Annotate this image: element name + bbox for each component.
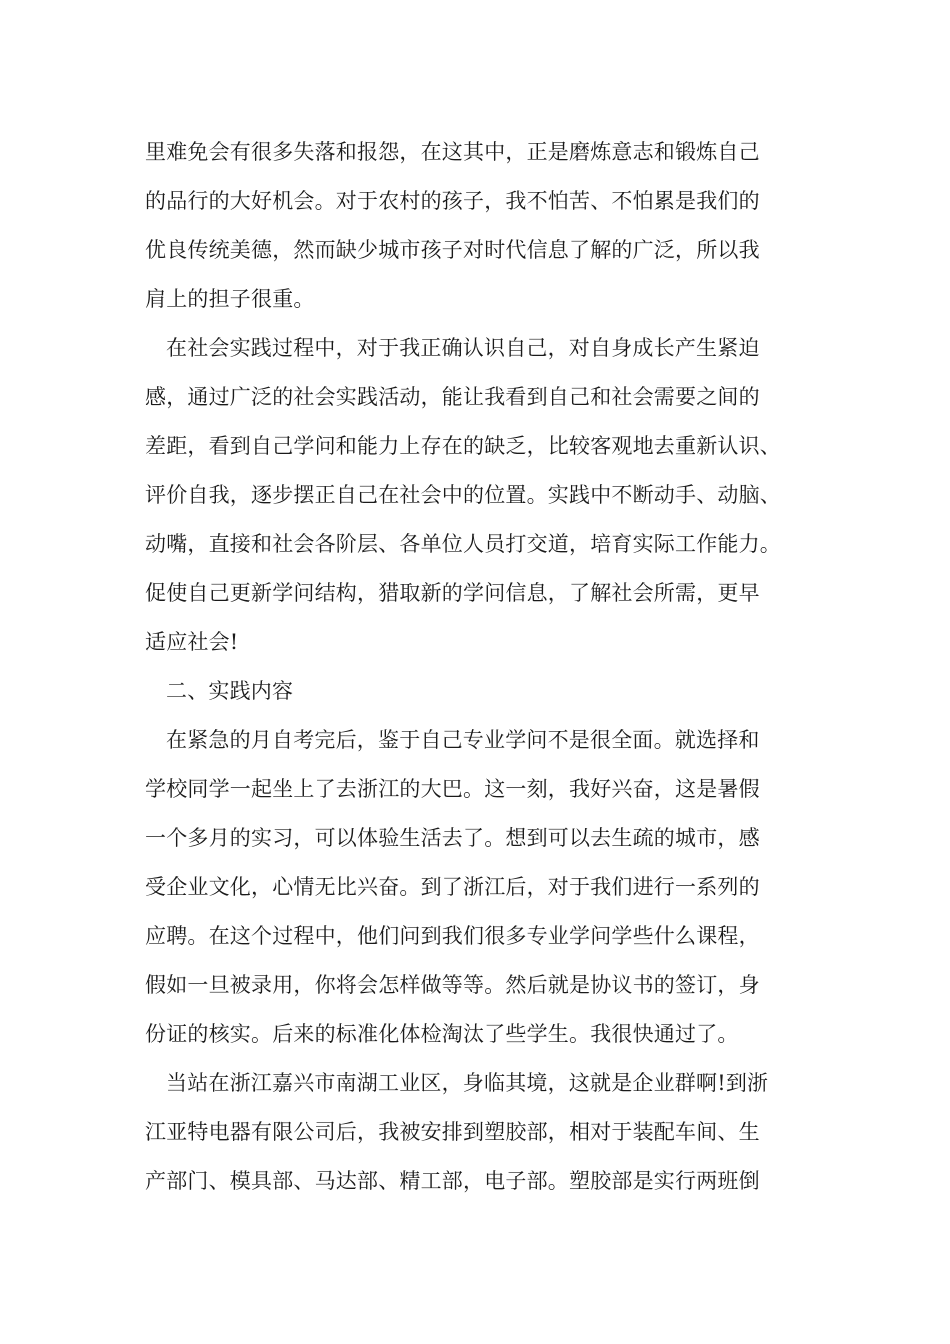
paragraph-first-line: 在社会实践过程中，对于我正确认识自己，对自身成长产生紧迫 — [166, 336, 760, 360]
text-line: 学校同学一起坐上了去浙江的大巴。这一刻，我好兴奋，这是暑假 — [145, 777, 760, 801]
text-line: 里难免会有很多失落和报怨，在这其中，正是磨炼意志和锻炼自己 — [145, 140, 760, 164]
text-line: 优良传统美德，然而缺少城市孩子对时代信息了解的广泛，所以我 — [145, 238, 760, 262]
text-line: 适应社会! — [145, 630, 239, 654]
text-line: 感，通过广泛的社会实践活动，能让我看到自己和社会需要之间的 — [145, 385, 760, 409]
text-line: 江亚特电器有限公司后，我被安排到塑胶部，相对于装配车间、生 — [145, 1120, 760, 1144]
paragraph-first-line: 当站在浙江嘉兴市南湖工业区，身临其境，这就是企业群啊!到浙 — [166, 1071, 769, 1095]
text-line: 评价自我，逐步摆正自己在社会中的位置。实践中不断动手、动脑、 — [145, 483, 781, 507]
text-line: 受企业文化，心情无比兴奋。到了浙江后，对于我们进行一系列的 — [145, 875, 760, 899]
section-heading: 二、实践内容 — [166, 679, 294, 703]
text-line: 应聘。在这个过程中，他们问到我们很多专业学问学些什么课程， — [145, 924, 760, 948]
text-line: 肩上的担子很重。 — [145, 287, 315, 311]
paragraph-first-line: 在紧急的月自考完后，鉴于自己专业学问不是很全面。就选择和 — [166, 728, 760, 752]
text-line: 差距，看到自己学问和能力上存在的缺乏，比较客观地去重新认识、 — [145, 434, 781, 458]
text-line: 一个多月的实习，可以体验生活去了。想到可以去生疏的城市，感 — [145, 826, 760, 850]
text-line: 假如一旦被录用，你将会怎样做等等。然后就是协议书的签订，身 — [145, 973, 760, 997]
text-line: 产部门、模具部、马达部、精工部，电子部。塑胶部是实行两班倒 — [145, 1169, 760, 1193]
text-line: 促使自己更新学问结构，猎取新的学问信息，了解社会所需，更早 — [145, 581, 760, 605]
text-line: 动嘴，直接和社会各阶层、各单位人员打交道，培育实际工作能力。 — [145, 532, 781, 556]
text-line: 份证的核实。后来的标准化体检淘汰了些学生。我很快通过了。 — [145, 1022, 739, 1046]
text-line: 的品行的大好机会。对于农村的孩子，我不怕苦、不怕累是我们的 — [145, 189, 760, 213]
